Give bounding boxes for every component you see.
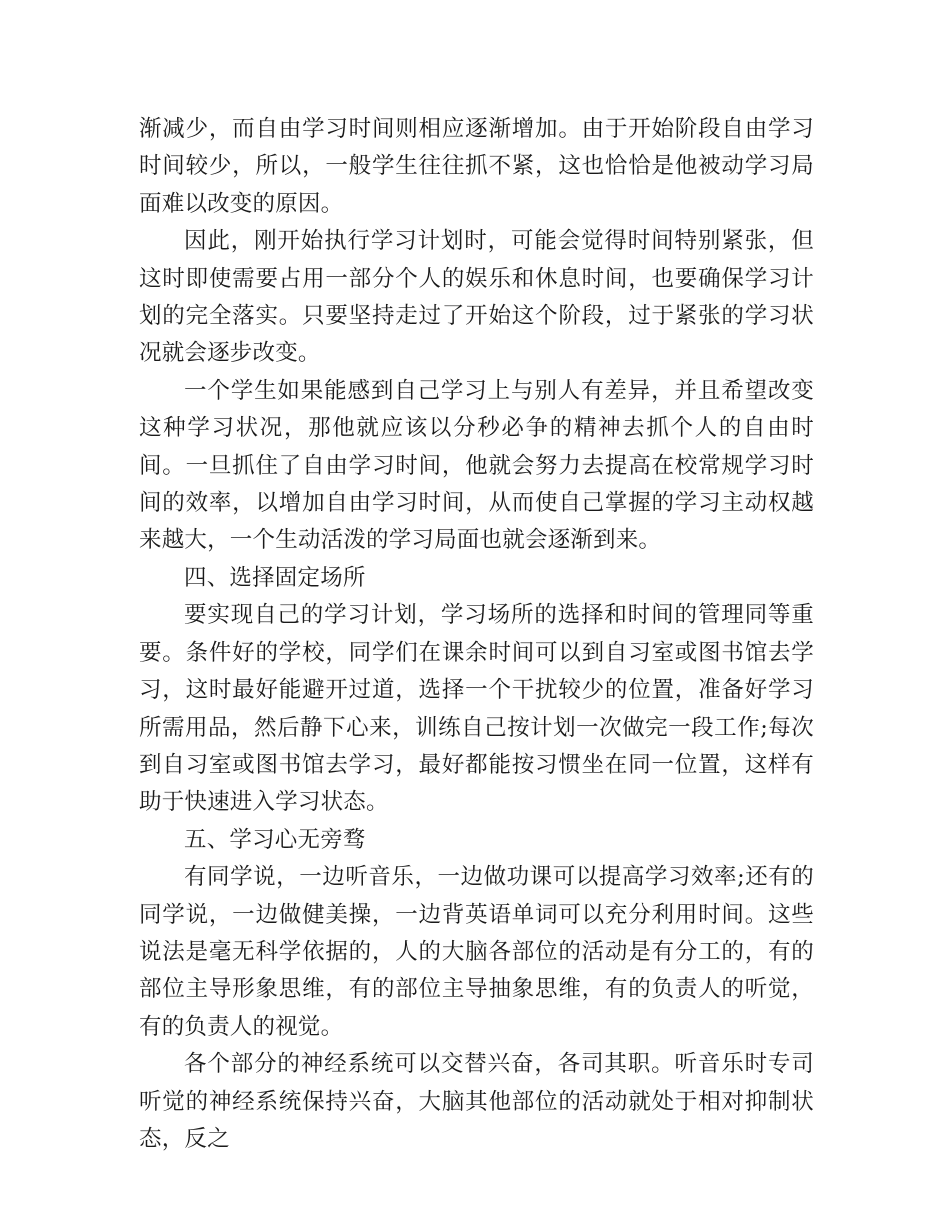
section-heading-fixed-place: 四、选择固定场所 bbox=[184, 564, 366, 591]
paragraph: 要实现自己的学习计划，学习场所的选择和时间的管理同等重要。条件好的学校，同学们在课余时间可以到自习室或图书馆去学习，这时最好能避开过道，选择一个干扰较少的位置，准备好学习所需用品，然后静下心来，训练自己按计划一次做完一段工作;每次到自习室或图书馆去学习，最好都能按习惯坐在同一位置，这样有助于快速进入学习状态。 bbox=[139, 602, 814, 816]
paragraph-continuation: 渐减少，而自由学习时间则相应逐渐增加。由于开始阶段自由学习时间较少，所以，一般学生往往抓不紧，这也恰恰是他被动学习局面难以改变的原因。 bbox=[139, 116, 814, 217]
document-body bbox=[139, 111, 814, 1158]
paragraph: 一个学生如果能感到自己学习上与别人有差异，并且希望改变这种学习状况，那他就应该以分秒必争的精神去抓个人的自由时间。一旦抓住了自由学习时间，他就会努力去提高在校常规学习时间的效率，以增加自由学习时间，从而使自己掌握的学习主动权越来越大，一个生动活泼的学习局面也就会逐渐到来。 bbox=[139, 377, 814, 554]
paragraph: 各个部分的神经系统可以交替兴奋，各司其职。听音乐时专司听觉的神经系统保持兴奋，大脑其他部位的活动就处于相对抑制状态，反之 bbox=[139, 1051, 814, 1152]
section-heading-focus: 五、学习心无旁骛 bbox=[184, 826, 366, 853]
paragraph: 有同学说，一边听音乐，一边做功课可以提高学习效率;还有的同学说，一边做健美操，一边背英语单词可以充分利用时间。这些说法是毫无科学依据的，人的大脑各部位的活动是有分工的，有的部位主导形象思维，有的部位主导抽象思维，有的负责人的听觉，有的负责人的视觉。 bbox=[139, 864, 814, 1040]
paragraph: 因此，刚开始执行学习计划时，可能会觉得时间特别紧张，但这时即使需要占用一部分个人的娱乐和休息时间，也要确保学习计划的完全落实。只要坚持走过了开始这个阶段，过于紧张的学习状况就会逐步改变。 bbox=[139, 228, 814, 367]
